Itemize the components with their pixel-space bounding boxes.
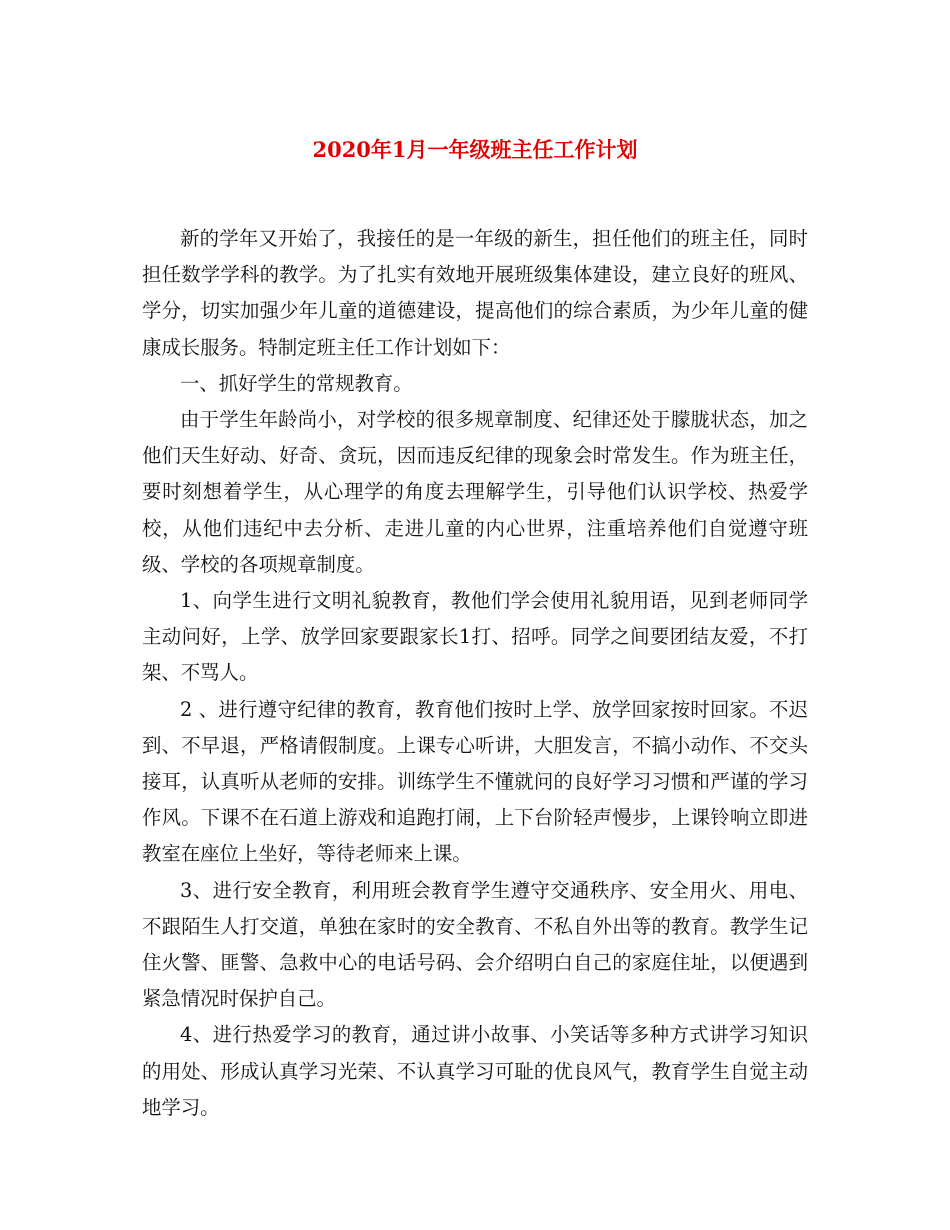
item-1-paragraph: 1、向学生进行文明礼貌教育，教他们学会使用礼貌用语，见到老师同学主动问好，上学、放学回家要跟家长1打、招呼。同学之间要团结友爱，不打架、不骂人。 — [142, 589, 808, 685]
intro-paragraph: 新的学年又开始了，我接任的是一年级的新生，担任他们的班主任，同时担任数学学科的教学。为了扎实有效地开展班级集体建设，建立良好的班风、学分，切实加强少年儿童的道德建设，提高他们的综合素质，为少年儿童的健康成长服务。特制定班主任工作计划如下： — [142, 227, 808, 359]
section-heading: 一、抓好学生的常规教育。 — [180, 371, 413, 395]
item-4-paragraph: 4、进行热爱学习的教育，通过讲小故事、小笑话等多种方式讲学习知识的用处、形成认真学习光荣、不认真学习可耻的优良风气，教育学生自觉主动地学习。 — [142, 1023, 808, 1119]
document-title: 2020年1月一年级班主任工作计划 — [312, 137, 638, 162]
document-body — [142, 221, 808, 1126]
item-3-paragraph: 3、进行安全教育，利用班会教育学生遵守交通秩序、安全用火、用电、不跟陌生人打交道，单独在家时的安全教育、不私自外出等的教育。教学生记住火警、匪警、急救中心的电话号码、会介绍明白自己的家庭住址，以便遇到紧急情况时保护自己。 — [142, 878, 808, 1011]
section-intro-paragraph: 由于学生年龄尚小，对学校的很多规章制度、纪律还处于朦胧状态，加之他们天生好动、好奇、贪玩，因而违反纪律的现象会时常发生。作为班主任，要时刻想着学生，从心理学的角度去理解学生，引导他们认识学校、热爱学校，从他们违纪中去分析、走进儿童的内心世界，注重培养他们自觉遵守班级、学校的各项规章制度。 — [142, 408, 808, 576]
item-2-paragraph: 2 、进行遵守纪律的教育，教育他们按时上学、放学回家按时回家。不迟到、不早退，严格请假制度。上课专心听讲，大胆发言，不搞小动作、不交头接耳，认真听从老师的安排。训练学生不懂就问的良好学习习惯和严谨的学习作风。下课不在石道上游戏和追跑打闹，上下台阶轻声慢步，上课铃响立即进教室在座位上坐好，等待老师来上课。 — [142, 697, 808, 866]
